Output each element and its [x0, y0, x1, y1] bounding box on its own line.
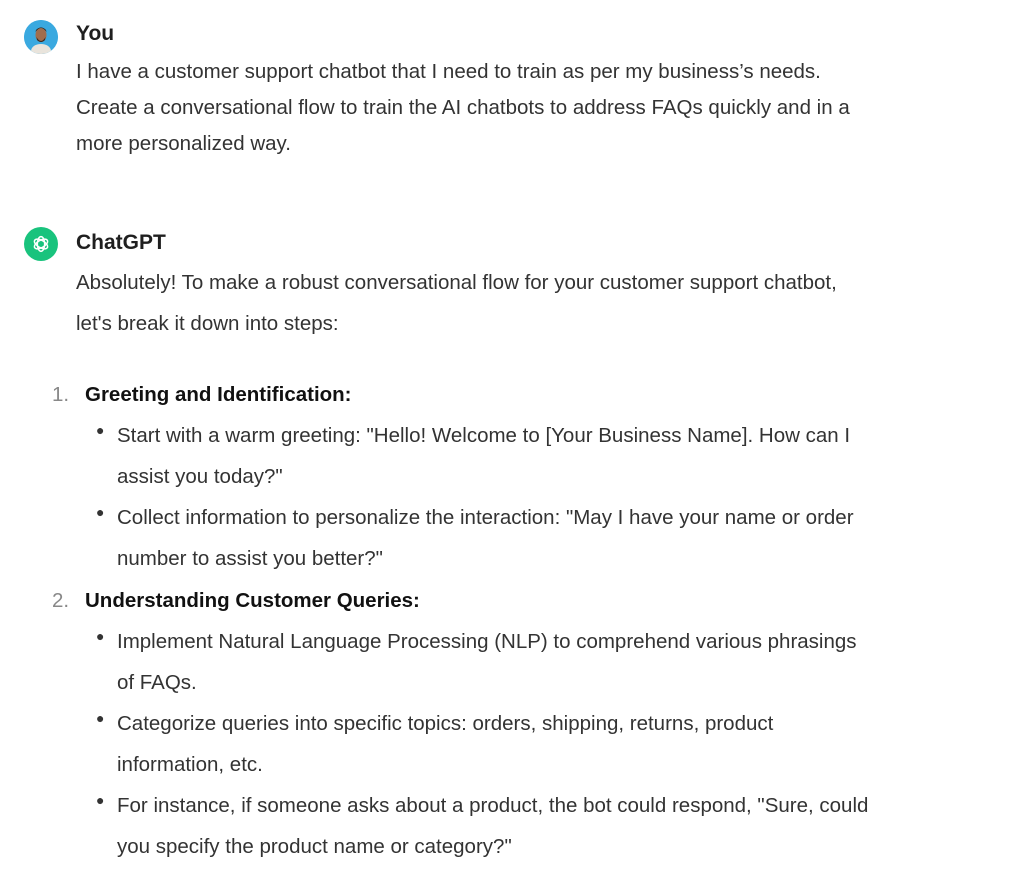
bullet-icon: ● [96, 628, 105, 644]
step-bullet: Implement Natural Language Processing (NLP) to comprehend various phrasings of FAQs. [117, 630, 857, 694]
step-bullet: Start with a warm greeting: "Hello! Welcome to [Your Business Name]. How can I assist you today?" [117, 424, 851, 488]
step-number: 1. [52, 383, 70, 406]
intro-line: let's break it down into steps: [76, 312, 339, 335]
step-title: Greeting and Identification: [85, 383, 352, 406]
assistant-author-name: ChatGPT [76, 231, 166, 254]
bullet-icon: ● [96, 504, 105, 520]
step-bullet: Categorize queries into specific topics: orders, shipping, returns, product information, etc. [117, 712, 774, 776]
step-number: 2. [52, 589, 70, 612]
user-message-text [76, 54, 976, 162]
user-line: I have a customer support chatbot that I need to train as per my business’s needs. [76, 60, 821, 83]
assistant-intro [76, 262, 976, 344]
intro-line: Absolutely! To make a robust conversational flow for your customer support chatbot, [76, 271, 837, 294]
user-line: Create a conversational flow to train the AI chatbots to address FAQs quickly and in a [76, 96, 850, 119]
openai-logo-icon [30, 233, 52, 255]
step-bullet: Collect information to personalize the interaction: "May I have your name or order number to assist you better?" [117, 506, 854, 570]
assistant-avatar [24, 227, 58, 261]
user-avatar [24, 20, 58, 54]
bullet-icon: ● [96, 710, 105, 726]
bullet-icon: ● [96, 792, 105, 808]
user-line: more personalized way. [76, 132, 291, 155]
bullet-icon: ● [96, 422, 105, 438]
user-photo-icon [24, 20, 58, 54]
user-author-name: You [76, 22, 115, 45]
step-title: Understanding Customer Queries: [85, 589, 420, 612]
step-bullet: For instance, if someone asks about a product, the bot could respond, "Sure, could you specify the product name or category?" [117, 794, 869, 858]
